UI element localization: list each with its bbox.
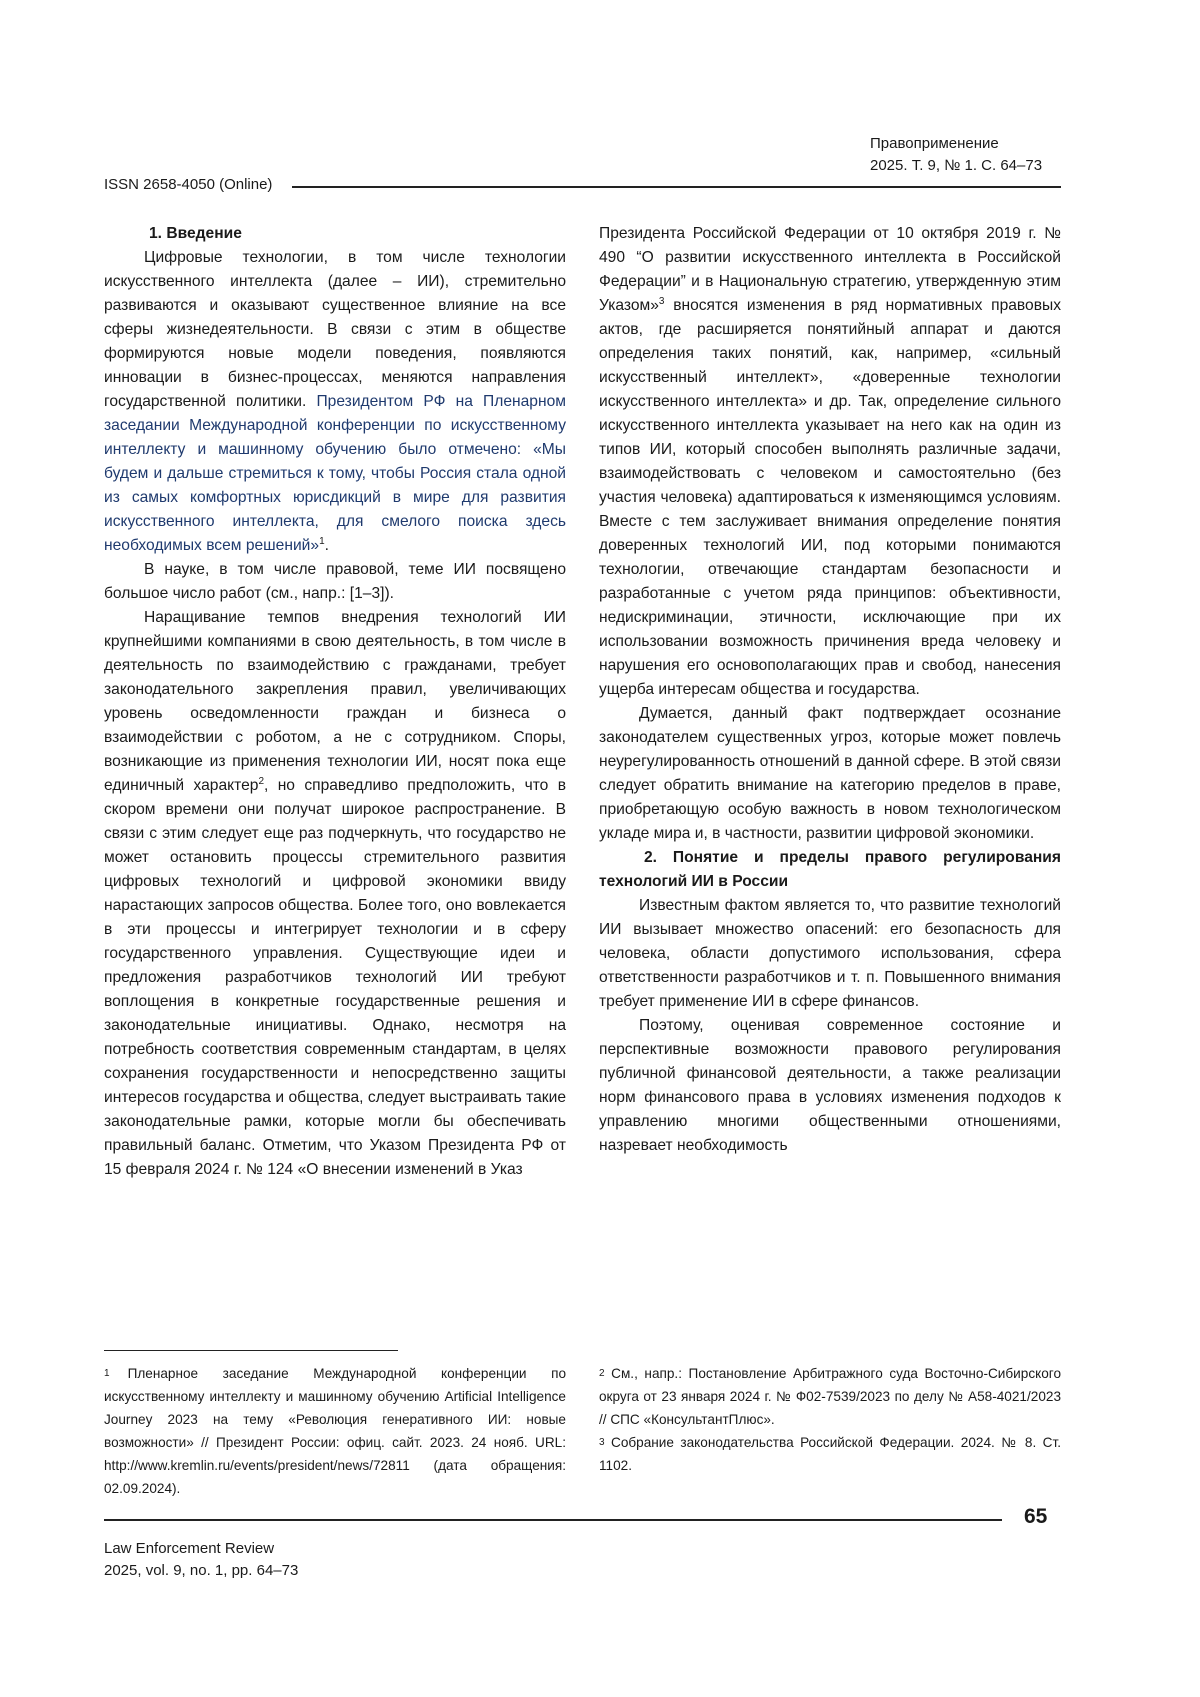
paragraph-6: Известным фактом является то, что развитие технологий ИИ вызывает множество опасений: его безопасность для человека, области допустимого использования, сфера ответственности разработчиков и т. п. Повышенного внимания требует применение ИИ в сфере финансов. [599, 897, 1061, 1010]
paragraph-4-text-a: Президента Российской Федерации от 10 октября 2019 г. № 490 “О развитии искусственного интеллекта в Российской Федерации” и в Национальную стратегию, утвержденную этим Указом» [599, 225, 1061, 314]
paragraph-1-text: Цифровые технологии, в том числе технологии искусственного интеллекта (далее – ИИ), стремительно развиваются и оказывают существенное влияние на все сферы жизнедеятельности. В связи с этим в обществе формируются новые модели поведения, появляются инновации в бизнес-процессах, меняются направления государственной политики. [104, 249, 566, 410]
paragraph-3-text-a: Наращивание темпов внедрения технологий ИИ крупнейшими компаниями в свою деятельность, в том числе в деятельность по взаимодействию с гражданами, требует законодательного закрепления правил, увеличивающих уровень осведомленности граждан и бизнеса о взаимодействии с роботом, а не с сотрудником. Споры, возникающие из применения технологии ИИ, носят пока еще единичный характер [104, 609, 566, 794]
footnote-ref-3[interactable]: 3 [658, 295, 665, 307]
paragraph-7: Поэтому, оценивая современное состояние и перспективные возможности правового регулирования публичной финансовой деятельности, а также реализации норм финансового права в условиях изменения подходов к управлению многими общественными отношениями, назревает необходимость [599, 1017, 1061, 1154]
paragraph-1 [104, 246, 566, 558]
right-column [599, 222, 1061, 1158]
paragraph-5: Думается, данный факт подтверждает осознание законодателем существенных угроз, которые может повлечь неурегулированность отношений в данной сфере. В этой связи следует обратить внимание на категорию пределов в праве, приобретающую особую важность в новом технологическом укладе мира и, в частности, развитии цифровой экономики. [599, 705, 1061, 842]
section-heading-introduction: 1. Введение [149, 225, 242, 242]
footnote-1-number: 1 [104, 1368, 110, 1379]
footnote-ref-1[interactable]: 1 [319, 535, 325, 547]
section-heading-2: 2. Понятие и пределы правого регулирования технологий ИИ в России [599, 849, 1061, 890]
footnote-3 [599, 1431, 1061, 1477]
footnote-rule [104, 1350, 398, 1351]
issn-label: ISSN 2658-4050 (Online) [104, 176, 273, 193]
paragraph-2: В науке, в том числе правовой, теме ИИ посвящено большое число работ (см., напр.: [1–3]). [104, 561, 566, 602]
paragraph-4-text-b: вносятся изменения в ряд нормативных правовых актов, где расширяется понятийный аппарат и даются определения таких понятий, как, например, «сильный искусственный интеллект», «доверенные технологии искусственного интеллекта» и др. Так, определение сильного искусственного интеллекта указывает на него как на один из типов ИИ, который способен выполнять различные задачи, взаимодействовать с человеком и самостоятельно (без участия человека) адаптироваться к изменяющимся условиям. Вместе с тем заслуживает внимания определение понятия доверенных технологий ИИ, под которыми понимаются технологии, отвечающие стандартам безопасности и разработанные с учетом ряда принципов: объективности, недискриминации, этичности, исключающие при их использовании возможность причинения вреда человеку и нарушения его основополагающих прав и свобод, нанесения ущерба интересам общества и государства. [599, 297, 1061, 698]
running-header-right [870, 133, 1042, 177]
paragraph-1-quote: Президентом РФ на Пленарном заседании Международной конференции по искусственному интеллекту и машинному обучению было отмечено: «Мы будем и дальше стремиться к тому, чтобы Россия стала одной из самых комфортных юрисдикций в мире для развития искусственного интеллекта, для смелого поиска здесь необходимых всем решений» [104, 393, 566, 554]
citation-ru: 2025. Т. 9, № 1. С. 64–73 [870, 157, 1043, 174]
paragraph-3 [104, 606, 566, 1182]
header-rule [292, 186, 1061, 188]
footnote-3-text: Собрание законодательства Российской Федерации. 2024. № 8. Ст. 1102. [599, 1435, 1061, 1473]
footnote-2 [599, 1362, 1061, 1431]
journal-title-ru: Правоприменение [870, 135, 999, 152]
footnote-2-number: 2 [599, 1368, 605, 1379]
citation-en: 2025, vol. 9, no. 1, pp. 64–73 [104, 1562, 299, 1579]
footnote-2-text: См., напр.: Постановление Арбитражного суда Восточно-Сибирского округа от 23 января 2024 г. № Ф02-7539/2023 по делу № А58-4021/2023 // СПС «КонсультантПлюс». [599, 1366, 1061, 1427]
paragraph-4 [599, 222, 1061, 702]
footnote-1-text: Пленарное заседание Международной конференции по искусственному интеллекту и машинному обучению Artificial Intelligence Journey 2023 на тему «Революция генеративного ИИ: новые возможности» // Президент России: офиц. сайт. 2023. 24 нояб. URL: http://www.kremlin.ru/events/president/news/72811 (дата обращения: 02.09.2024). [104, 1366, 566, 1496]
paragraph-1-end: . [324, 537, 329, 554]
journal-title-en: Law Enforcement Review [104, 1540, 275, 1557]
page-number: 65 [1024, 1505, 1048, 1528]
footer-rule [104, 1519, 1002, 1521]
paragraph-3-text-b: , но справедливо предположить, что в скором времени они получат широкое распространение. В связи с этим следует еще раз подчеркнуть, что государство не может остановить процессы стремительного развития цифровых технологий и цифровой экономики ввиду нарастающих запросов общества. Более того, оно вовлекается в эти процессы и интегрирует технологии и в сферу государственного управления. Существующие идеи и предложения разработчиков технологий ИИ требуют воплощения в конкретные государственные решения и законодательные инициативы. Однако, несмотря на потребность соответствия современным стандартам, в целях сохранения государственности и непосредственно защиты интересов государства и общества, следует выстраивать такие законодательные рамки, которые могли бы обеспечивать правильный баланс. Отметим, что Указом Президента РФ от 15 февраля 2024 г. № 124 «О внесении изменений в Указ [104, 777, 567, 1178]
footnote-1 [104, 1362, 566, 1500]
left-column [104, 222, 566, 1182]
running-footer [104, 1538, 298, 1582]
footnotes-right [599, 1362, 1061, 1477]
footnote-ref-2[interactable]: 2 [258, 775, 264, 787]
footnote-3-number: 3 [599, 1437, 605, 1448]
